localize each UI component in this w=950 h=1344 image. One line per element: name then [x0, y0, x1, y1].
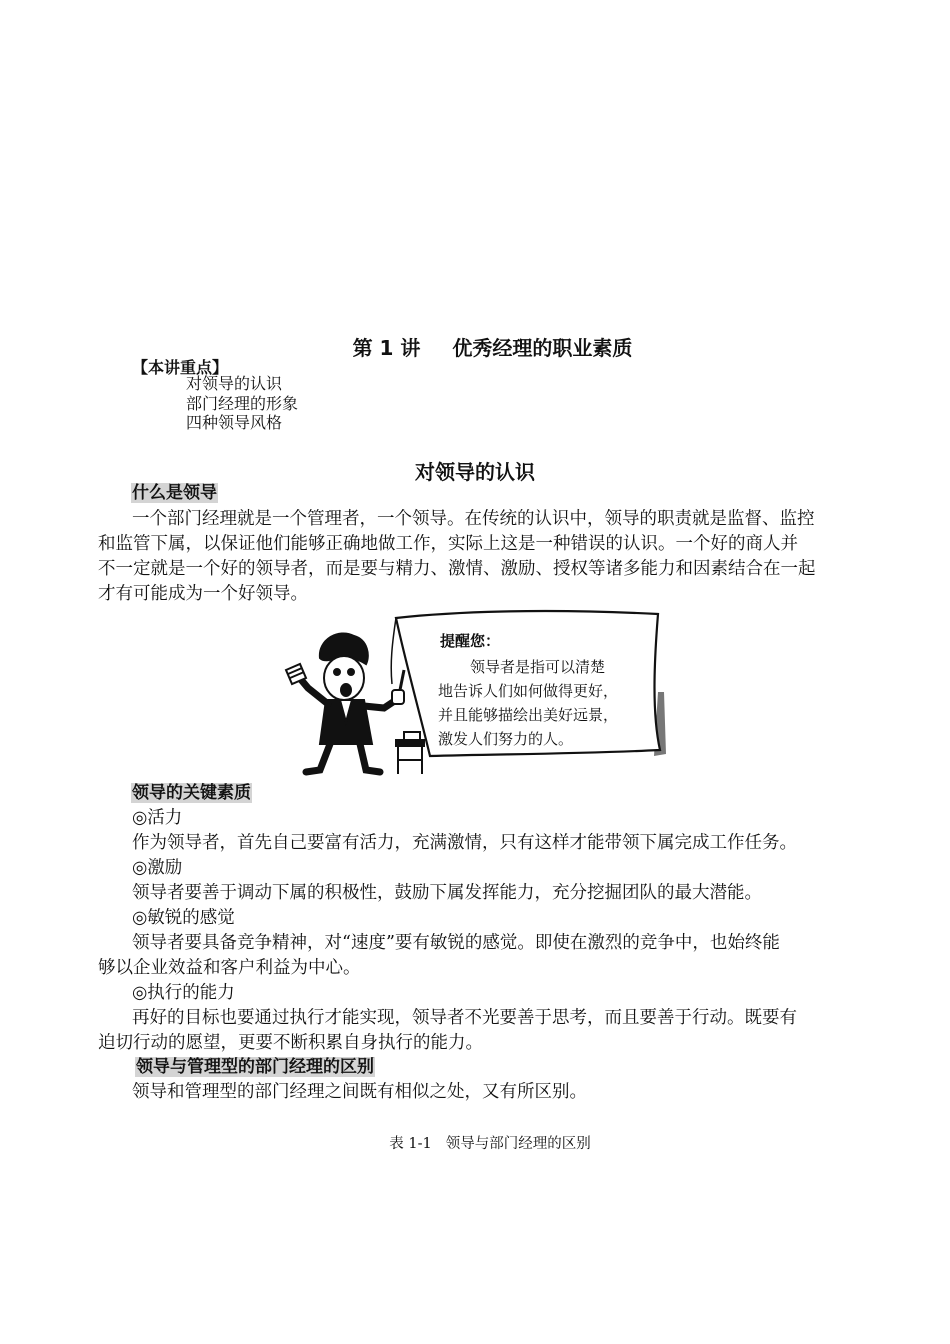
paragraph-line: 不一定就是一个好的领导者，而是要与精力、激情、激励、授权等诸多能力和因素结合在一起 — [98, 559, 816, 579]
quality-name-vitality: ◎活力 — [132, 808, 183, 828]
quality-desc: 作为领导者，首先自己要富有活力，充满激情，只有这样才能带领下属完成工作任务。 — [132, 833, 797, 853]
difference-intro: 领导和管理型的部门经理之间既有相似之处，又有所区别。 — [132, 1082, 587, 1102]
lecture-number: 第 1 讲 — [352, 336, 421, 360]
quality-desc: 够以企业效益和客户利益为中心。 — [98, 958, 361, 978]
quality-desc: 领导者要具备竞争精神，对“速度”要有敏锐的感觉。即使在激烈的竞争中，也始终能 — [132, 933, 780, 953]
cartoon-man-icon — [286, 633, 404, 772]
paragraph-line: 才有可能成为一个好领导。 — [98, 584, 308, 604]
key-point-item: 部门经理的形象 — [186, 394, 299, 413]
what-is-leadership-heading: 什么是领导 — [132, 483, 217, 503]
reminder-line: 领导者是指可以清楚 — [470, 658, 606, 676]
reminder-line: 激发人们努力的人。 — [438, 730, 574, 748]
key-points-heading: 【本讲重点】 — [132, 358, 229, 377]
difference-heading: 领导与管理型的部门经理的区别 — [136, 1057, 374, 1077]
reminder-line: 并且能够描绘出美好远景， — [438, 706, 619, 724]
key-qualities-heading: 领导的关键素质 — [132, 783, 251, 803]
section-title: 对领导的认识 — [415, 460, 535, 484]
paragraph-line: 一个部门经理就是一个管理者，一个领导。在传统的认识中，领导的职责就是监督、监控 — [132, 509, 815, 529]
quality-desc: 迫切行动的愿望，更要不断积累自身执行的能力。 — [98, 1033, 483, 1053]
stool-icon — [396, 732, 424, 774]
reminder-illustration — [280, 604, 680, 778]
quality-name-keen-sense: ◎敏锐的感觉 — [132, 908, 235, 928]
quality-name-execution: ◎执行的能力 — [132, 983, 235, 1003]
key-point-item: 对领导的认识 — [186, 374, 283, 393]
paragraph-line: 和监管下属，以保证他们能够正确地做工作，实际上这是一种错误的认识。一个好的商人并 — [98, 534, 798, 554]
table-number: 表 1-1 — [389, 1136, 432, 1152]
lecture-name: 优秀经理的职业素质 — [452, 336, 633, 360]
table-title: 领导与部门经理的区别 — [445, 1136, 591, 1152]
table-caption — [0, 1132, 950, 1153]
reminder-line: 地告诉人们如何做得更好， — [438, 682, 619, 700]
quality-name-motivation: ◎激励 — [132, 858, 183, 878]
quality-desc: 再好的目标也要通过执行才能实现，领导者不光要善于思考，而且要善于行动。既要有 — [132, 1008, 797, 1028]
reminder-title: 提醒您： — [440, 632, 501, 650]
quality-desc: 领导者要善于调动下属的积极性，鼓励下属发挥能力，充分挖掘团队的最大潜能。 — [132, 883, 762, 903]
key-point-item: 四种领导风格 — [186, 413, 283, 432]
